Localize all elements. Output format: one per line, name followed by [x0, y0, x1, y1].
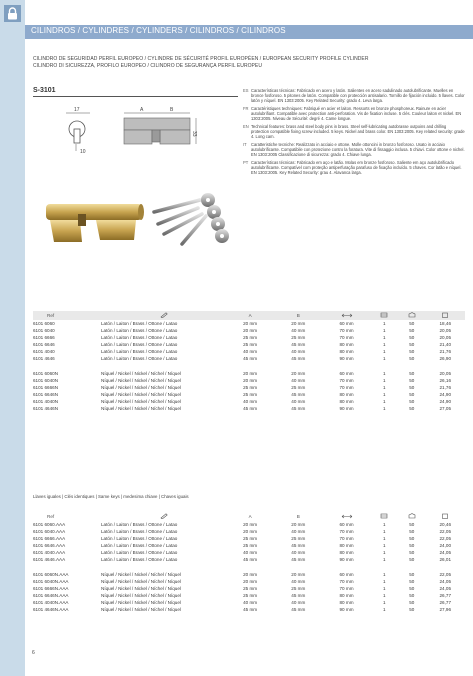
- cell-b: 45 mm: [291, 392, 306, 397]
- cell-box: 50: [409, 321, 415, 326]
- cell-b: 45 mm: [291, 342, 306, 347]
- cell-length: 60 mm: [339, 522, 354, 527]
- cell-keys: 1: [383, 349, 386, 354]
- lang-code: IT: [243, 142, 247, 147]
- cell-length: 60 mm: [339, 572, 354, 577]
- cell-price: 21,40: [439, 342, 451, 347]
- same-keys-label: Llaves iguales | Clés identiques | Same keys | medesima chiave | Chaves iguais: [33, 494, 189, 499]
- cell-box: 50: [409, 378, 415, 383]
- price-table-same-keys: [33, 512, 465, 613]
- dim-b-label: B: [170, 107, 174, 113]
- description-text: Technical features: brass and steel body pins in brass. Steel self-lubricating autobrasse outpoins and drilling protection compatible fixing screw included. 5 keys. Nickel and brass color. EN 1303:2005. Key related security: grade 4. Long cam.: [251, 124, 465, 139]
- cell-ref: 6101 6060.AAA: [33, 522, 66, 527]
- table-row: [33, 571, 465, 578]
- section-title: CILINDROS / CYLINDRES / CYLINDERS / CILINDROS / CILINDROS: [31, 26, 286, 35]
- table-body: [33, 521, 465, 613]
- cell-length: 80 mm: [339, 600, 354, 605]
- col-box: [398, 311, 425, 320]
- cell-material: Níquel / Nickel / Nickel / Níchel / Níquel: [101, 593, 181, 598]
- left-sidebar-strip: [0, 0, 25, 676]
- cell-ref: 6101 4040.AAA: [33, 550, 66, 555]
- cell-ref: 6101 6040.AAA: [33, 529, 66, 534]
- description-it: [243, 142, 465, 157]
- col-price: [426, 311, 465, 320]
- col-material: [101, 311, 226, 320]
- cell-a: 40 mm: [243, 349, 258, 354]
- cell-a: 25 mm: [243, 586, 258, 591]
- cell-box: 50: [409, 349, 415, 354]
- cell-ref: 6101 4646: [33, 356, 55, 361]
- cell-keys: 1: [383, 529, 386, 534]
- cell-box: 50: [409, 356, 415, 361]
- cell-keys: 1: [383, 579, 386, 584]
- cell-a: 40 mm: [243, 550, 258, 555]
- cell-a: 40 mm: [243, 600, 258, 605]
- category-badge: [4, 5, 21, 22]
- cell-a: 25 mm: [243, 536, 258, 541]
- table-spacer-row: [33, 362, 465, 370]
- cell-a: 25 mm: [243, 335, 258, 340]
- cell-box: 50: [409, 557, 415, 562]
- cell-b: 45 mm: [291, 557, 306, 562]
- table-row: [33, 549, 465, 556]
- product-subtitle-line2: CILINDRO DI SICUREZZA, PROFILO EUROPEO / CILINDRO DE SEGURANÇA PERFIL EUROPEU: [33, 63, 262, 69]
- cell-b: 25 mm: [291, 335, 306, 340]
- cell-box: 50: [409, 600, 415, 605]
- cell-length: 90 mm: [339, 356, 354, 361]
- col-material: [101, 512, 226, 521]
- cell-ref: 6101 4040N.AAA: [33, 600, 69, 605]
- cell-material: Latón / Laiton / Brass / Ottone / Latao: [101, 335, 178, 340]
- cell-b: 20 mm: [291, 371, 306, 376]
- cell-keys: 1: [383, 600, 386, 605]
- cell-keys: 1: [383, 328, 386, 333]
- table-row: [33, 585, 465, 592]
- cell-b: 45 mm: [291, 543, 306, 548]
- table-row: [33, 592, 465, 599]
- cell-keys: 1: [383, 522, 386, 527]
- table-header-row: [33, 311, 465, 320]
- technical-descriptions: [243, 88, 465, 178]
- cell-price: 26,77: [439, 600, 451, 605]
- table-row: [33, 405, 465, 412]
- cell-b: 20 mm: [291, 321, 306, 326]
- cell-length: 90 mm: [339, 557, 354, 562]
- cell-b: 45 mm: [291, 406, 306, 411]
- cell-b: 20 mm: [291, 572, 306, 577]
- cell-b: 25 mm: [291, 385, 306, 390]
- cell-length: 80 mm: [339, 543, 354, 548]
- cell-a: 20 mm: [243, 321, 258, 326]
- cell-length: 80 mm: [339, 399, 354, 404]
- cell-price: 20,05: [439, 335, 451, 340]
- cell-material: Níquel / Nickel / Nickel / Níchel / Níquel: [101, 600, 181, 605]
- section-header: [25, 25, 473, 39]
- cell-b: 45 mm: [291, 593, 306, 598]
- cell-length: 80 mm: [339, 550, 354, 555]
- cell-a: 45 mm: [243, 406, 258, 411]
- col-a: A: [248, 313, 252, 318]
- cell-a: 45 mm: [243, 607, 258, 612]
- cell-material: Latón / Laiton / Brass / Ottone / Latao: [101, 349, 178, 354]
- description-text: Caratteristiche tecniche: Realizzato in acciaio e ottone. Molle ottoncini in bronzo fosforoso. Usato in acciaio autolubrificante. Compatibile con protezione contro la foratura. Vite di fissaggio inclusa. 5 chiavi. Color ottone e nichel. EN 1303:2005 Classificazione di sicurezza: grado 4. Chiave lunga.: [251, 142, 465, 157]
- box-icon: [408, 513, 416, 519]
- cell-a: 20 mm: [243, 572, 258, 577]
- description-text: Características técnicas: Fabricado em aço e latão. Molas em bronze fosforoso. Saliente em aço autolubrificado autolubrificante. Compatível com proteção antiperfuração parafuso de fixação incluído. 5 chaves. Cor latão e níquel. EN 1303:2005. Key Related Security: grau 4. Alavanca larga.: [251, 160, 462, 175]
- cell-keys: 1: [383, 342, 386, 347]
- cell-keys: 1: [383, 543, 386, 548]
- lang-code: FR: [243, 106, 249, 111]
- cell-ref: 6101 6040: [33, 328, 55, 333]
- table-row: [33, 398, 465, 405]
- lang-code: PT: [243, 160, 249, 165]
- cell-price: 22,05: [439, 529, 451, 534]
- cell-length: 70 mm: [339, 335, 354, 340]
- cell-b: 40 mm: [291, 600, 306, 605]
- table-spacer-row: [33, 563, 465, 571]
- cell-material: Níquel / Nickel / Nickel / Níchel / Níquel: [101, 607, 181, 612]
- cell-price: 27,96: [439, 607, 451, 612]
- cell-length: 80 mm: [339, 342, 354, 347]
- cell-box: 50: [409, 385, 415, 390]
- divider: [33, 96, 238, 97]
- cell-price: 20,05: [439, 328, 451, 333]
- col-box: [398, 512, 425, 521]
- box-icon: [408, 312, 416, 318]
- cell-material: Níquel / Nickel / Nickel / Níchel / Níquel: [101, 572, 181, 577]
- cell-material: Latón / Laiton / Brass / Ottone / Latao: [101, 536, 178, 541]
- cell-length: 70 mm: [339, 536, 354, 541]
- cell-a: 40 mm: [243, 399, 258, 404]
- cell-ref: 6101 6646N.AAA: [33, 593, 69, 598]
- cell-box: 50: [409, 371, 415, 376]
- arrow-length-icon: [341, 313, 353, 318]
- cell-material: Latón / Laiton / Brass / Ottone / Latao: [101, 321, 178, 326]
- description-text: Caractéristiques techniques: Fabriqué en acier et laiton. Ressorts en bronze phosphoreux. Rainure en acier autolubrifiant. Compatible avec protection anti-perforation. Vis de fixation incluse. 5 clés. Couleur laiton et nickel. EN 1303:2005. Niveau de Sécurité: degré 4. Came longue.: [251, 106, 462, 121]
- cell-price: 24,05: [439, 550, 451, 555]
- description-en: [243, 124, 465, 139]
- cell-b: 40 mm: [291, 550, 306, 555]
- dim-10-label: 10: [80, 149, 86, 155]
- cell-b: 40 mm: [291, 328, 306, 333]
- cell-ref: 6101 6060N.AAA: [33, 572, 69, 577]
- cell-keys: 1: [383, 335, 386, 340]
- col-b: B: [296, 514, 300, 519]
- pack-icon: [441, 312, 449, 318]
- col-keys: [371, 512, 398, 521]
- col-ref: Ref: [47, 514, 55, 519]
- padlock-icon: [4, 5, 21, 22]
- page-number: 6: [32, 650, 35, 656]
- description-text: Características técnicas: Fabricado en acero y latón. Salientes en acero sadulinado autolubrificante. Muelles en bronce fosforoso. 5 pitones de latón. Compatible con protección antisalario. Tornillo de fijación incluido. 5 llaves. Color latón y níquel. EN 1303:2005. Key Related Security: grado 4. Leva larga.: [251, 88, 465, 103]
- cell-price: 24,90: [439, 399, 451, 404]
- cell-ref: 6101 4646N: [33, 406, 59, 411]
- cell-length: 90 mm: [339, 406, 354, 411]
- cell-box: 50: [409, 543, 415, 548]
- cell-keys: 1: [383, 392, 386, 397]
- col-price: [426, 512, 465, 521]
- pencil-icon: [160, 513, 168, 519]
- spacer-cell: [33, 563, 465, 571]
- cell-box: 50: [409, 586, 415, 591]
- cell-box: 50: [409, 529, 415, 534]
- table-row: [33, 606, 465, 613]
- cell-material: Latón / Laiton / Brass / Ottone / Latao: [101, 342, 178, 347]
- cell-b: 40 mm: [291, 529, 306, 534]
- table-row: [33, 599, 465, 606]
- col-length: [322, 311, 370, 320]
- arrow-length-icon: [341, 514, 353, 519]
- cell-price: 24,05: [439, 586, 451, 591]
- cell-price: 20,46: [439, 522, 451, 527]
- cell-keys: 1: [383, 536, 386, 541]
- table-row: [33, 341, 465, 348]
- cell-ref: 6101 6666N.AAA: [33, 586, 69, 591]
- cell-material: Latón / Laiton / Brass / Ottone / Latao: [101, 522, 178, 527]
- product-subtitle-line1: CILINDRO DE SEGURIDAD PERFIL EUROPEO / CYLINDRE DE SÉCURITÉ PROFIL EUROPÉEN / EUROPEAN SECURITY PROFILE CYLINDER: [33, 56, 369, 62]
- cell-material: Níquel / Nickel / Nickel / Níchel / Níquel: [101, 392, 181, 397]
- cell-material: Níquel / Nickel / Nickel / Níchel / Níquel: [101, 586, 181, 591]
- cell-ref: 6101 4646.AAA: [33, 557, 66, 562]
- cell-material: Níquel / Nickel / Nickel / Níchel / Níquel: [101, 579, 181, 584]
- cell-price: 20,05: [439, 371, 451, 376]
- cell-a: 20 mm: [243, 378, 258, 383]
- cell-keys: 1: [383, 378, 386, 383]
- cell-material: Latón / Laiton / Brass / Ottone / Latao: [101, 356, 178, 361]
- model-code: S-3101: [33, 87, 56, 94]
- table-row: [33, 355, 465, 362]
- dim-33-label: 33: [191, 131, 197, 137]
- cell-keys: 1: [383, 572, 386, 577]
- cell-keys: 1: [383, 371, 386, 376]
- col-b: B: [296, 313, 300, 318]
- cell-length: 90 mm: [339, 607, 354, 612]
- cell-box: 50: [409, 392, 415, 397]
- cell-a: 45 mm: [243, 356, 258, 361]
- cell-keys: 1: [383, 557, 386, 562]
- cell-box: 50: [409, 593, 415, 598]
- cell-ref: 6101 6040N: [33, 378, 59, 383]
- cell-keys: 1: [383, 607, 386, 612]
- lang-code: EN: [243, 124, 249, 129]
- cell-price: 26,01: [439, 557, 451, 562]
- table-row: [33, 528, 465, 535]
- cell-a: 20 mm: [243, 371, 258, 376]
- cell-a: 25 mm: [243, 543, 258, 548]
- cell-price: 26,77: [439, 593, 451, 598]
- cell-b: 40 mm: [291, 579, 306, 584]
- cell-price: 26,90: [439, 356, 451, 361]
- cell-price: 24,05: [439, 579, 451, 584]
- cell-b: 40 mm: [291, 399, 306, 404]
- price-table-standard: [33, 311, 465, 412]
- cell-b: 25 mm: [291, 536, 306, 541]
- cell-price: 24,90: [439, 392, 451, 397]
- cell-ref: 6101 6646: [33, 342, 55, 347]
- cell-material: Latón / Laiton / Brass / Ottone / Latao: [101, 543, 178, 548]
- cell-price: 24,00: [439, 543, 451, 548]
- cell-box: 50: [409, 572, 415, 577]
- table-row: [33, 377, 465, 384]
- cell-box: 50: [409, 406, 415, 411]
- cell-length: 70 mm: [339, 385, 354, 390]
- table-row: [33, 327, 465, 334]
- cell-keys: 1: [383, 586, 386, 591]
- cell-box: 50: [409, 399, 415, 404]
- cell-ref: 6101 6666.AAA: [33, 536, 66, 541]
- dim-a-label: A: [140, 107, 144, 113]
- cell-price: 26,16: [439, 378, 451, 383]
- cell-length: 80 mm: [339, 593, 354, 598]
- col-a: A: [248, 514, 252, 519]
- description-es: [243, 88, 465, 103]
- table-row: [33, 521, 465, 528]
- cell-a: 25 mm: [243, 385, 258, 390]
- cell-length: 70 mm: [339, 586, 354, 591]
- cell-material: Níquel / Nickel / Nickel / Níchel / Níquel: [101, 378, 181, 383]
- cell-a: 25 mm: [243, 342, 258, 347]
- cell-box: 50: [409, 328, 415, 333]
- cell-box: 50: [409, 579, 415, 584]
- table-header-row: [33, 512, 465, 521]
- cell-length: 70 mm: [339, 529, 354, 534]
- lang-code: ES: [243, 88, 249, 93]
- cell-ref: 6101 6646.AAA: [33, 543, 66, 548]
- cell-keys: 1: [383, 385, 386, 390]
- cell-material: Níquel / Nickel / Nickel / Níchel / Níquel: [101, 399, 181, 404]
- cell-price: 18,46: [439, 321, 451, 326]
- cell-a: 45 mm: [243, 557, 258, 562]
- cell-price: 22,05: [439, 572, 451, 577]
- cell-length: 70 mm: [339, 378, 354, 383]
- table-row: [33, 348, 465, 355]
- cell-a: 20 mm: [243, 529, 258, 534]
- cell-b: 40 mm: [291, 378, 306, 383]
- col-ref: Ref: [47, 313, 55, 318]
- cell-price: 22,05: [439, 536, 451, 541]
- spacer-cell: [33, 362, 465, 370]
- cell-ref: 6101 6666: [33, 335, 55, 340]
- cell-length: 80 mm: [339, 349, 354, 354]
- cell-b: 20 mm: [291, 522, 306, 527]
- cell-ref: 6101 4040: [33, 349, 55, 354]
- cell-material: Latón / Laiton / Brass / Ottone / Latao: [101, 328, 178, 333]
- table-row: [33, 535, 465, 542]
- keys-icon: [380, 312, 388, 318]
- keys-icon: [380, 513, 388, 519]
- cell-price: 21,76: [439, 385, 451, 390]
- cell-keys: 1: [383, 550, 386, 555]
- table-row: [33, 370, 465, 377]
- cell-length: 60 mm: [339, 321, 354, 326]
- cell-material: Latón / Laiton / Brass / Ottone / Latao: [101, 550, 178, 555]
- cell-keys: 1: [383, 321, 386, 326]
- cell-box: 50: [409, 550, 415, 555]
- cell-b: 45 mm: [291, 356, 306, 361]
- cell-length: 70 mm: [339, 328, 354, 333]
- cell-material: Latón / Laiton / Brass / Ottone / Latao: [101, 557, 178, 562]
- cell-material: Níquel / Nickel / Nickel / Níchel / Níquel: [101, 406, 181, 411]
- cell-ref: 6101 4646N.AAA: [33, 607, 69, 612]
- cylinder-technical-drawing: [62, 103, 202, 173]
- cell-ref: 6101 6060N: [33, 371, 59, 376]
- table-row: [33, 542, 465, 549]
- cell-a: 25 mm: [243, 593, 258, 598]
- cell-ref: 6101 6060: [33, 321, 55, 326]
- description-fr: [243, 106, 465, 121]
- cell-a: 25 mm: [243, 392, 258, 397]
- cell-length: 60 mm: [339, 371, 354, 376]
- cylinder-product-photo: [30, 184, 240, 262]
- cell-length: 70 mm: [339, 579, 354, 584]
- cell-ref: 6101 6040N.AAA: [33, 579, 69, 584]
- cell-keys: 1: [383, 399, 386, 404]
- cell-b: 40 mm: [291, 349, 306, 354]
- cell-a: 20 mm: [243, 328, 258, 333]
- cell-box: 50: [409, 522, 415, 527]
- cell-box: 50: [409, 342, 415, 347]
- table-row: [33, 384, 465, 391]
- description-pt: [243, 160, 465, 175]
- cell-price: 27,05: [439, 406, 451, 411]
- cell-keys: 1: [383, 593, 386, 598]
- table-row: [33, 391, 465, 398]
- cell-box: 50: [409, 335, 415, 340]
- table-body: [33, 320, 465, 412]
- col-length: [322, 512, 370, 521]
- cell-material: Latón / Laiton / Brass / Ottone / Latao: [101, 529, 178, 534]
- pack-icon: [441, 513, 449, 519]
- cell-keys: 1: [383, 356, 386, 361]
- dim-17-label: 17: [74, 107, 80, 113]
- cell-length: 80 mm: [339, 392, 354, 397]
- pencil-icon: [160, 312, 168, 318]
- cell-material: Níquel / Nickel / Nickel / Níchel / Níquel: [101, 371, 181, 376]
- cell-material: Níquel / Nickel / Nickel / Níchel / Níquel: [101, 385, 181, 390]
- cell-ref: 6101 6666N: [33, 385, 59, 390]
- cell-a: 20 mm: [243, 579, 258, 584]
- cell-price: 21,76: [439, 349, 451, 354]
- cell-ref: 6101 6646N: [33, 392, 59, 397]
- cell-box: 50: [409, 607, 415, 612]
- table-row: [33, 556, 465, 563]
- table-row: [33, 334, 465, 341]
- table-row: [33, 578, 465, 585]
- cell-b: 25 mm: [291, 586, 306, 591]
- cell-a: 20 mm: [243, 522, 258, 527]
- cell-keys: 1: [383, 406, 386, 411]
- col-keys: [371, 311, 398, 320]
- table-row: [33, 320, 465, 327]
- cell-box: 50: [409, 536, 415, 541]
- cell-ref: 6101 4040N: [33, 399, 59, 404]
- cell-b: 45 mm: [291, 607, 306, 612]
